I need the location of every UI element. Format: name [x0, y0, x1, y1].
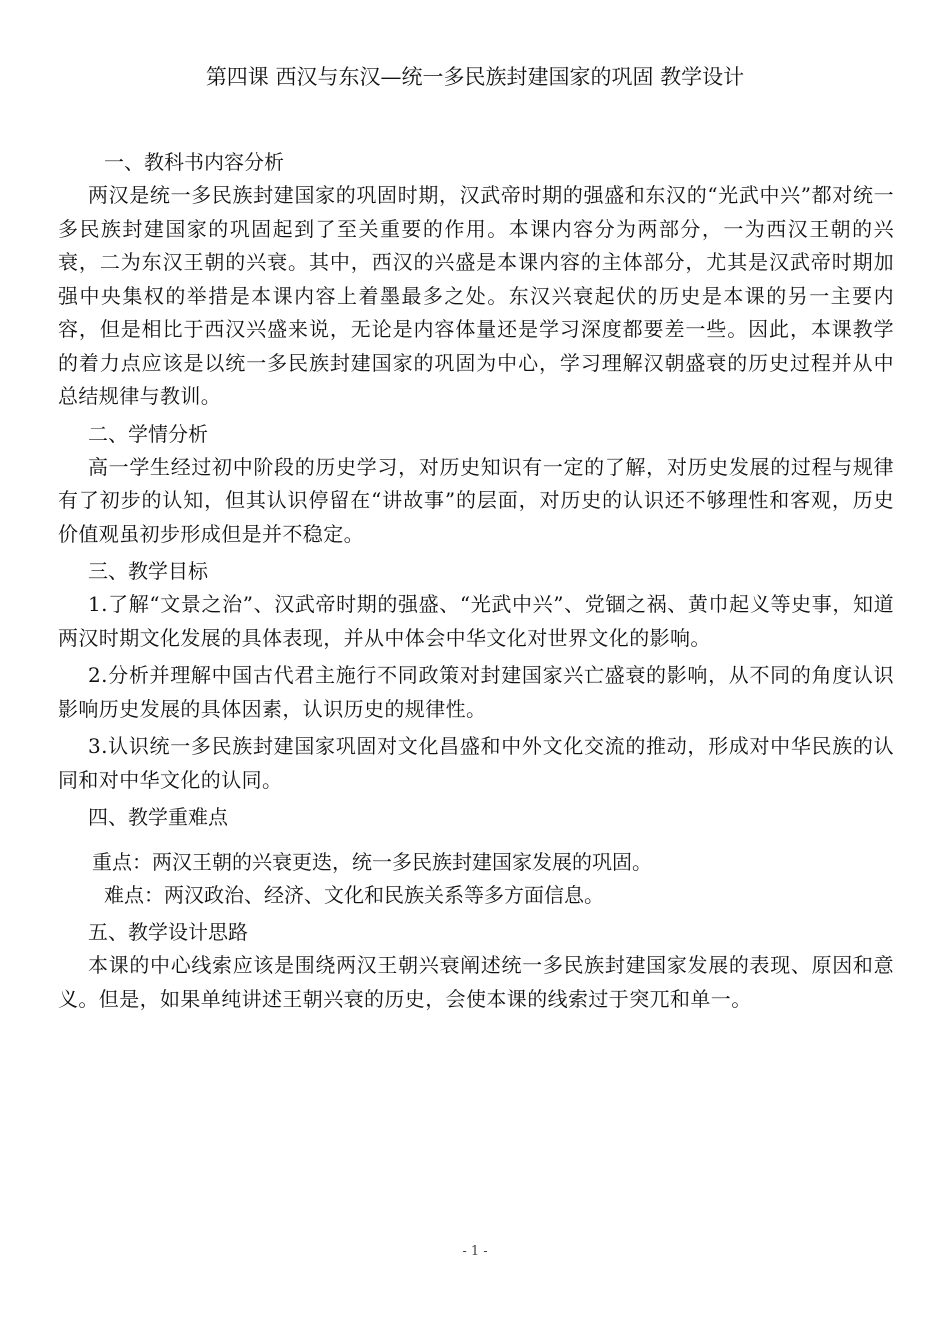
document-title: 第四课 西汉与东汉—统一多民族封建国家的巩固 教学设计	[205, 65, 745, 89]
paragraph-goal-1: 1.了解“文景之治”、汉武帝时期的强盛、“光武中兴”、党锢之祸、黄巾起义等史事，知道两汉时期文化发展的具体表现，并从中体会中华文化对世界文化的影响。	[58, 592, 894, 650]
paragraph-goal-3: 3.认识统一多民族封建国家巩固对文化昌盛和中外文化交流的推动，形成对中华民族的认同和对中华文化的认同。	[58, 734, 894, 792]
difficult-point: 难点：两汉政治、经济、文化和民族关系等多方面信息。	[104, 883, 604, 907]
paragraph-goal-2: 2.分析并理解中国古代君主施行不同政策对封建国家兴亡盛衰的影响，从不同的角度认识影响历史发展的具体因素，认识历史的规律性。	[58, 663, 894, 721]
section-heading-student-analysis: 二、学情分析	[88, 421, 208, 446]
section-heading-design-approach: 五、教学设计思路	[88, 920, 248, 944]
paragraph-design-approach: 本课的中心线索应该是围绕两汉王朝兴衰阐述统一多民族封建国家发展的表现、原因和意义。但是，如果单纯讲述王朝兴衰的历史，会使本课的线索过于突兀和单一。	[58, 953, 894, 1011]
document-body	[58, 146, 894, 1016]
section-heading-teaching-goals: 三、教学目标	[88, 559, 208, 583]
paragraph-student-analysis: 高一学生经过初中阶段的历史学习，对历史知识有一定的了解，对历史发展的过程与规律有了初步的认知，但其认识停留在“讲故事”的层面，对历史的认识还不够理性和客观，历史价值观虽初步形成但是并不稳定。	[58, 454, 894, 546]
key-point: 重点：两汉王朝的兴衰更迭，统一多民族封建国家发展的巩固。	[92, 850, 652, 874]
page-number: - 1 -	[462, 1244, 488, 1259]
section-heading-textbook-analysis: 一、教科书内容分析	[104, 150, 284, 174]
section-heading-key-difficult-points: 四、教学重难点	[88, 805, 228, 829]
paragraph-textbook-analysis: 两汉是统一多民族封建国家的巩固时期，汉武帝时期的强盛和东汉的“光武中兴”都对统一多民族封建国家的巩固起到了至关重要的作用。本课内容分为两部分，一为西汉王朝的兴衰，二为东汉王朝的兴衰。其中，西汉的兴盛是本课内容的主体部分，尤其是汉武帝时期加强中央集权的举措是本课内容上着墨最多之处。东汉兴衰起伏的历史是本课的另一主要内容，但是相比于西汉兴盛来说，无论是内容体量还是学习深度都要差一些。因此，本课教学的着力点应该是以统一多民族封建国家的巩固为中心，学习理解汉朝盛衰的历史过程并从中总结规律与教训。	[58, 183, 894, 408]
